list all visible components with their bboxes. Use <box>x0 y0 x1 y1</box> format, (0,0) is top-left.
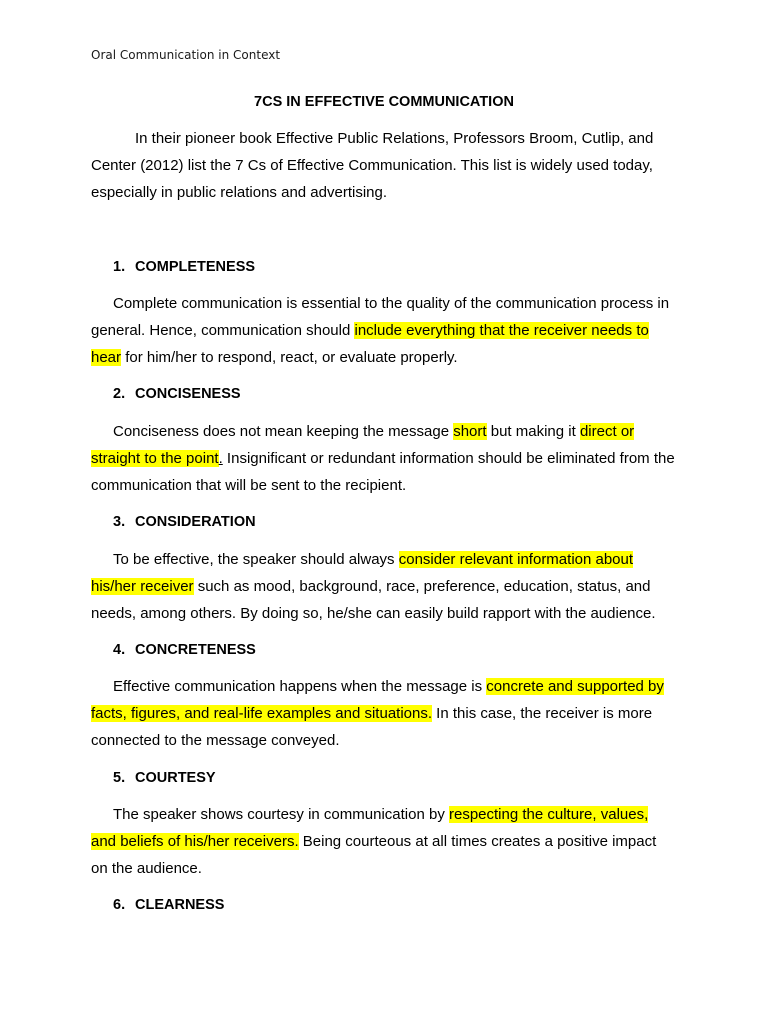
section-title: CONCRETENESS <box>135 642 256 658</box>
paragraph-line <box>91 445 691 472</box>
paragraph-line <box>91 727 691 754</box>
section-paragraph-consideration <box>91 546 691 627</box>
highlighted-text: respecting the culture, values, <box>448 806 649 823</box>
paragraph-line <box>91 673 691 700</box>
section-heading-conciseness <box>113 385 241 403</box>
paragraph-text: Being courteous at all times creates a positive impact <box>298 833 657 850</box>
intro-line <box>91 152 691 179</box>
paragraph-text: Insignificant or redundant information should be eliminated from the <box>222 450 675 467</box>
highlighted-text: hear <box>91 349 122 366</box>
section-title: CONSIDERATION <box>135 514 256 530</box>
section-paragraph-concreteness <box>91 673 691 754</box>
document-title: 7CS IN EFFECTIVE COMMUNICATION <box>254 94 514 110</box>
section-title: CLEARNESS <box>135 897 225 913</box>
section-heading-concreteness <box>113 641 256 659</box>
paragraph-line <box>91 418 691 445</box>
paragraph-line <box>91 855 691 882</box>
paragraph-text: for him/her to respond, react, or evaluate properly. <box>121 349 458 366</box>
paragraph-text: Conciseness does not mean keeping the message <box>113 423 454 440</box>
section-paragraph-courtesy <box>91 801 691 882</box>
highlighted-text: straight to the point <box>91 450 219 467</box>
paragraph-line <box>91 573 691 600</box>
paragraph-text: but making it <box>486 423 580 440</box>
paragraph-text: In this case, the receiver is more <box>432 705 653 722</box>
intro-line <box>91 179 691 206</box>
paragraph-text: such as mood, background, race, preference, education, status, and <box>193 578 651 595</box>
section-number: 2. <box>113 386 126 402</box>
paragraph-line <box>91 344 691 371</box>
highlighted-text: consider relevant information about <box>398 551 634 568</box>
intro-text: Center (2012) list the 7 Cs of Effective Communication. This list is widely used today, <box>91 157 653 174</box>
paragraph-line <box>91 546 691 573</box>
section-heading-consideration <box>113 513 256 531</box>
section-paragraph-conciseness <box>91 418 691 499</box>
highlighted-text: direct or <box>579 423 635 440</box>
paragraph-text: Complete communication is essential to the quality of the communication process in <box>113 295 670 312</box>
section-title: COURTESY <box>135 770 216 786</box>
highlighted-text: his/her receiver <box>91 578 194 595</box>
paragraph-text: on the audience. <box>91 860 202 877</box>
paragraph-line <box>91 700 691 727</box>
paragraph-text: general. Hence, communication should <box>91 322 355 339</box>
paragraph-line <box>91 317 691 344</box>
highlighted-text: facts, figures, and real-life examples and situations. <box>91 705 433 722</box>
section-number: 5. <box>113 770 126 786</box>
intro-paragraph <box>91 125 691 206</box>
paragraph-text: The speaker shows courtesy in communication by <box>113 806 449 823</box>
highlighted-text: concrete and supported by <box>486 678 664 695</box>
paragraph-text: Effective communication happens when the message is <box>113 678 487 695</box>
paragraph-line <box>91 290 691 317</box>
paragraph-text: connected to the message conveyed. <box>91 732 340 749</box>
section-number: 6. <box>113 897 126 913</box>
section-heading-completeness <box>113 258 255 276</box>
intro-text: especially in public relations and advertising. <box>91 184 388 201</box>
section-number: 1. <box>113 259 126 275</box>
section-paragraph-completeness <box>91 290 691 371</box>
underlined-text: . <box>218 450 223 467</box>
section-heading-courtesy <box>113 769 216 787</box>
section-title: CONCISENESS <box>135 386 241 402</box>
paragraph-text: communication that will be sent to the recipient. <box>91 477 407 494</box>
highlighted-text: include everything that the receiver needs to <box>354 322 649 339</box>
section-number: 3. <box>113 514 126 530</box>
page-header: Oral Communication in Context <box>91 48 281 62</box>
section-heading-clearness <box>113 896 224 914</box>
section-number: 4. <box>113 642 126 658</box>
intro-text: In their pioneer book Effective Public Relations, Professors Broom, Cutlip, and <box>135 130 654 147</box>
paragraph-line <box>91 801 691 828</box>
intro-line <box>91 125 691 152</box>
highlighted-text: and beliefs of his/her receivers. <box>91 833 299 850</box>
paragraph-text: To be effective, the speaker should always <box>113 551 399 568</box>
highlighted-text: short <box>453 423 487 440</box>
section-title: COMPLETENESS <box>135 259 256 275</box>
paragraph-line <box>91 472 691 499</box>
paragraph-line <box>91 600 691 627</box>
paragraph-text: needs, among others. By doing so, he/she can easily build rapport with the audience. <box>91 605 656 622</box>
paragraph-line <box>91 828 691 855</box>
